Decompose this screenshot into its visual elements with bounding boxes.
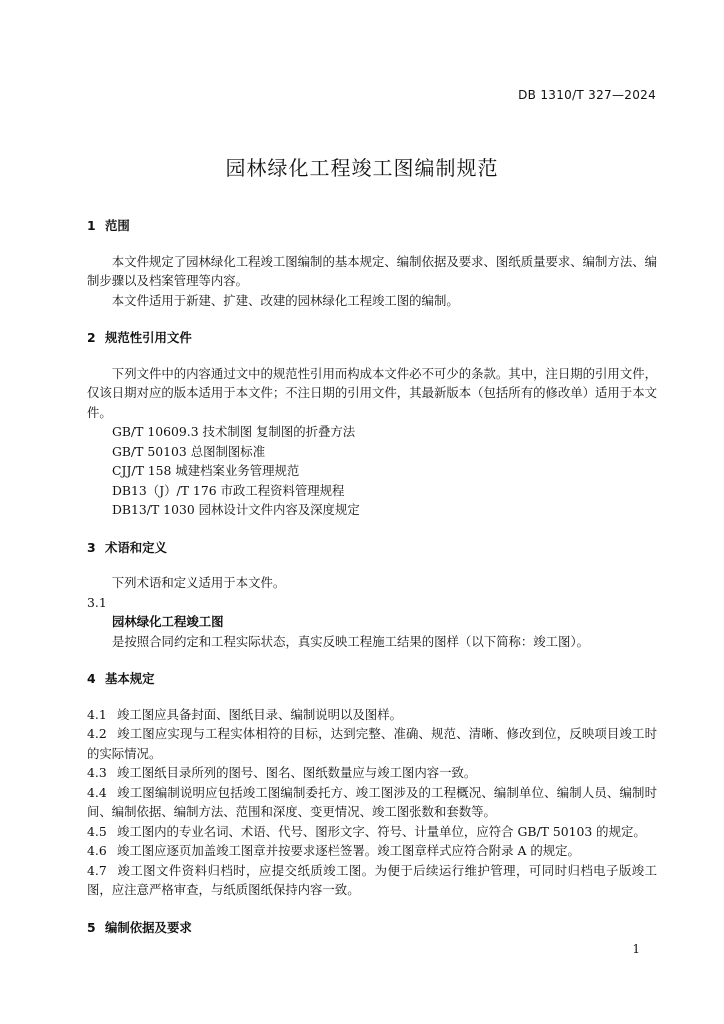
section-title: 基本规定	[105, 671, 155, 686]
term-name: 园林绿化工程竣工图	[112, 614, 224, 629]
clause-number: 4.6	[87, 843, 107, 858]
section-title: 规范性引用文件	[105, 330, 192, 345]
clause-text: 竣工图应实现与工程实体相符的目标，达到完整、准确、规范、清晰、修改到位，反映项目竣工时的实际情况。	[87, 726, 657, 761]
reference-item: GB/T 10609.3 技术制图 复制图的折叠方法	[112, 424, 356, 439]
clause	[87, 724, 657, 763]
section-title: 范围	[105, 218, 130, 233]
reference-item: GB/T 50103 总图制图标准	[112, 443, 266, 459]
standard-code: DB 1310/T 327—2024	[518, 88, 656, 102]
reference-item: DB13（J）/T 176 市政工程资料管理规程	[112, 482, 345, 498]
clause-number: 4.2	[87, 726, 107, 741]
document-title: 园林绿化工程竣工图编制规范	[225, 156, 499, 180]
section-heading-basis-requirements	[87, 918, 657, 938]
section-number: 4	[87, 671, 96, 686]
clause	[87, 705, 657, 725]
section-number: 5	[87, 919, 96, 935]
reference-item: DB13/T 1030 园林设计文件内容及深度规定	[112, 502, 360, 517]
reference-item: CJJ/T 158 城建档案业务管理规范	[112, 463, 300, 478]
paragraph: 下列术语和定义适用于本文件。	[111, 575, 286, 590]
clause-number: 4.5	[87, 823, 107, 839]
clause-number: 4.7	[87, 862, 107, 878]
section-heading-terms	[87, 538, 657, 558]
clause-number: 4.1	[87, 706, 107, 722]
page-number: 1	[632, 942, 640, 956]
document-body	[87, 216, 657, 937]
clause	[87, 841, 657, 861]
section-number: 2	[87, 330, 96, 345]
clause-text: 竣工图纸目录所列的图号、图名、图纸数量应与竣工图内容一致。	[117, 765, 477, 780]
clause-number: 4.4	[87, 784, 107, 800]
clause-text: 竣工图应具备封面、图纸目录、编制说明以及图样。	[117, 706, 402, 722]
clause-text: 竣工图文件资料归档时，应提交纸质竣工图。为便于后续运行维护管理，可同时归档电子版竣工图，应注意严格审查，与纸质图纸保持内容一致。	[87, 862, 657, 897]
paragraph: 本文件规定了园林绿化工程竣工图编制的基本规定、编制依据及要求、图纸质量要求、编制方法、编制步骤以及档案管理等内容。	[87, 253, 657, 288]
section-heading-scope	[87, 216, 657, 236]
paragraph: 本文件适用于新建、扩建、改建的园林绿化工程竣工图的编制。	[111, 292, 459, 308]
paragraph: 下列文件中的内容通过文中的规范性引用而构成本文件必不可少的条款。其中，注日期的引用文件，仅该日期对应的版本适用于本文件；不注日期的引用文件，其最新版本（包括所有的修改单）适用于本文件。	[87, 365, 657, 420]
clause	[87, 822, 657, 842]
term-definition: 是按照合同约定和工程实际状态，真实反映工程施工结果的图样（以下简称：竣工图）。	[112, 633, 590, 649]
clause-text: 竣工图内的专业名词、术语、代号、图形文字、符号、计量单位，应符合 GB/T 50103 的规定。	[117, 823, 646, 839]
section-heading-basic-rules	[87, 669, 657, 689]
section-title: 术语和定义	[105, 539, 167, 555]
clause-number: 4.3	[87, 765, 107, 780]
clause	[87, 783, 657, 822]
clause-text: 竣工图编制说明应包括竣工图编制委托方、竣工图涉及的工程概况、编制单位、编制人员、编制时间、编制依据、编制方法、范围和深度、变更情况、竣工图张数和套数等。	[87, 784, 657, 819]
section-number: 3	[87, 539, 96, 555]
section-title: 编制依据及要求	[105, 919, 192, 935]
term-number: 3.1	[87, 594, 107, 610]
clause	[87, 861, 657, 900]
section-number: 1	[87, 218, 96, 233]
clause-text: 竣工图应逐页加盖竣工图章并按要求逐栏签署。竣工图章样式应符合附录 A 的规定。	[117, 843, 580, 858]
section-heading-normative-references	[87, 328, 657, 348]
clause	[87, 763, 657, 783]
